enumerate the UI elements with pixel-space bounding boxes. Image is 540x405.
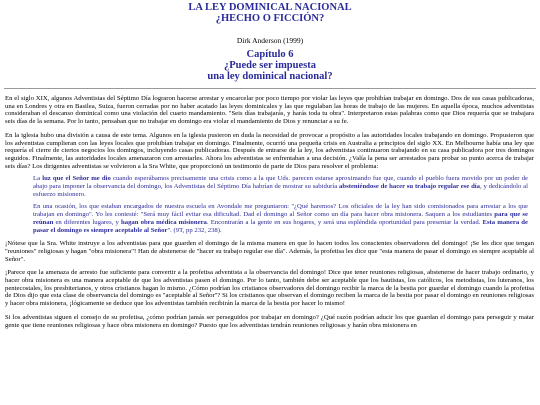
quote-emphasis: luz que el Señor me dio <box>42 175 111 183</box>
chapter-subtitle-line1: ¿Puede ser impuesta <box>224 60 316 71</box>
quote-paragraph: En una ocasión, los que estaban encargados de nuestra escuela en Avondale me preguntaron: "¿Qué haremos? Los oficiales de la ley han sido comisionados para arrestar a los que trabajan en domingo". Yo les contesté: "Será muy fácil evitar esa dificultad. Dad el domingo al Señor como un día para hacer obra misionera. Saquen a los estudiantes para que se reúnan en diferentes lugares, y hagan obra médica misionera. Encontrarán a la gente en sus hogares, y será una espléndida oportunidad para presentar la verdad. Esta manera de pasar el domingo es siempre aceptable al Señor". (9T, pp 232, 238). <box>33 203 528 234</box>
document-title-question: ¿HECHO O FICCIÓN? <box>215 13 325 24</box>
paragraph: En el siglo XIX, algunos Adventistas del Séptimo Día lograron hacerse arrestar y encarcelar por poco tiempo por violar las leyes que prohibían trabajar en domingo. Dos de sus casas publicadoras, una en Londres y otra en Basilea, Suiza, fueron cerradas por no haber acatado las leyes dominicales y las que regulaban las horas de trabajo de las mujeres. En aquella época, muchos adventistas consideraban el descanso dominical como una violación del cuarto mandamiento. "Seis días trabajarás, y harás toda tu obra". Interpretaron estas palabras como que Dios requería que se trabajara seis días de la semana. Por lo tanto, pensaban que no trabajar en domingo era violar el mandamiento de Dios y renunciar a su fe. <box>5 95 534 126</box>
document-header <box>0 2 540 82</box>
paragraph: Si los adventistas siguen el consejo de su profetisa, ¿cómo podrían jamás ser perseguidos por trabajar en domingo? ¿Qué razón podrían aducir los que guardan el domingo para perseguir y matar gente que tiene reuniones religiosas y hace obra misionera en domingo? Puesto que los adventistas tendrán reuniones religiosas y harán obra misionera en <box>5 313 534 329</box>
quote-emphasis: hagan obra médica misionera <box>121 218 207 226</box>
document-title: LA LEY DOMINICAL NACIONAL <box>188 2 352 13</box>
paragraph: ¡Nótese que la Sra. White instruye a los adventistas para que guarden el domingo de la misma manera en que lo hacen todos los conscientes observadores del domingo! ¡Se les dice que tengan "reuniones" religiosas y hagan "obra misionera"! Han de abstenerse de "hacer su trabajo regular ese día". Además, la profetisa les dice que "esta manera de pasar el domingo es siempre aceptable al Señor". <box>5 240 534 263</box>
block-quote <box>33 175 528 234</box>
quote-emphasis: para que se reúnan <box>33 211 528 226</box>
chapter-subtitle-line2: una ley dominical nacional? <box>207 71 333 82</box>
paragraph: En la iglesia hubo una división a causa de este tema. Algunos en la iglesia pusieron en duda la necesidad de provocar a propósito a las autoridades locales trabajando en domingo. Propusieron que los adventistas cumplieran con las leyes locales que prohibían trabajar en domingo. Finalmente, ocurrió una pequeña crisis en Australia a principios del siglo XX. En Melbourne había una ley que requería el cierre de ciertos negocios los domingos, incluyendo casas publicadoras. Después de entrarse de la ley, los adventistas continuaron trabajando en su casa publicadora por tres domingos seguidos. Finalmente, las autoridades locales amenazaron con arrestarles. Ahora los adventistas se enfrentaban a una decisión. ¿Valía la pena ser arrestados para probar su punto acerca de trabajar seis días? Los dirigentes adventistas se volvieron a la Sra White, que proporcionó un testimonio de parte de Dios para resolver el problema: <box>5 131 534 170</box>
quote-paragraph: La luz que el Señor me dio cuando esperábamos precisamente una crisis como a la que Uds. parecen estarse aproximando fue que, cuando el pueblo fuera movido por un poder de abajo para imponer la observancia del domingo, los Adventistas del Séptimo Día habrían de mostrar su sabiduría absteniéndose de hacer su trabajo regular ese día, y dedicándolo al esfuerzo misionero. <box>33 175 529 198</box>
quote-emphasis: Esta manera de pasar el domingo es siempre aceptable al Señor <box>33 218 528 234</box>
author-line: Dirk Anderson (1999) <box>236 36 304 45</box>
quote-emphasis: absteniéndose de hacer su trabajo regular ese día <box>339 183 480 191</box>
document-body <box>0 89 540 329</box>
chapter-heading: Capítulo 6 <box>246 49 294 60</box>
paragraph: ¡Parece que la amenaza de arresto fue suficiente para convertir a la profetisa adventista a la observancia del domingo! Dice que tener reuniones religiosas, abstenerse de hacer trabajo ordinario, y hacer obra misionera es una manera aceptable de que los adventistas pasen el domingo. Por lo tanto, también debe ser aceptable que los bautistas, los católicos, los metodistas, los luteranos, los pentecostales, los presbiterianos, y otros cristianos hagan lo mismo. ¿Cómo podrían los cristianos observadores del domingo recibir la marca de la bestia por guardar el domingo cuando la profetisa de Dios dijo que esta clase de observancia del domingo es "aceptable al Señor"? Si los cristianos que observan el domingo reciben la marca de la bestia por pasar el domingo en reuniones religiosas y hacer obra misionera, ¡lógicamente se deduce que los adventistas también recibirán la marca de la bestia por hacer lo mismo! <box>5 269 534 308</box>
